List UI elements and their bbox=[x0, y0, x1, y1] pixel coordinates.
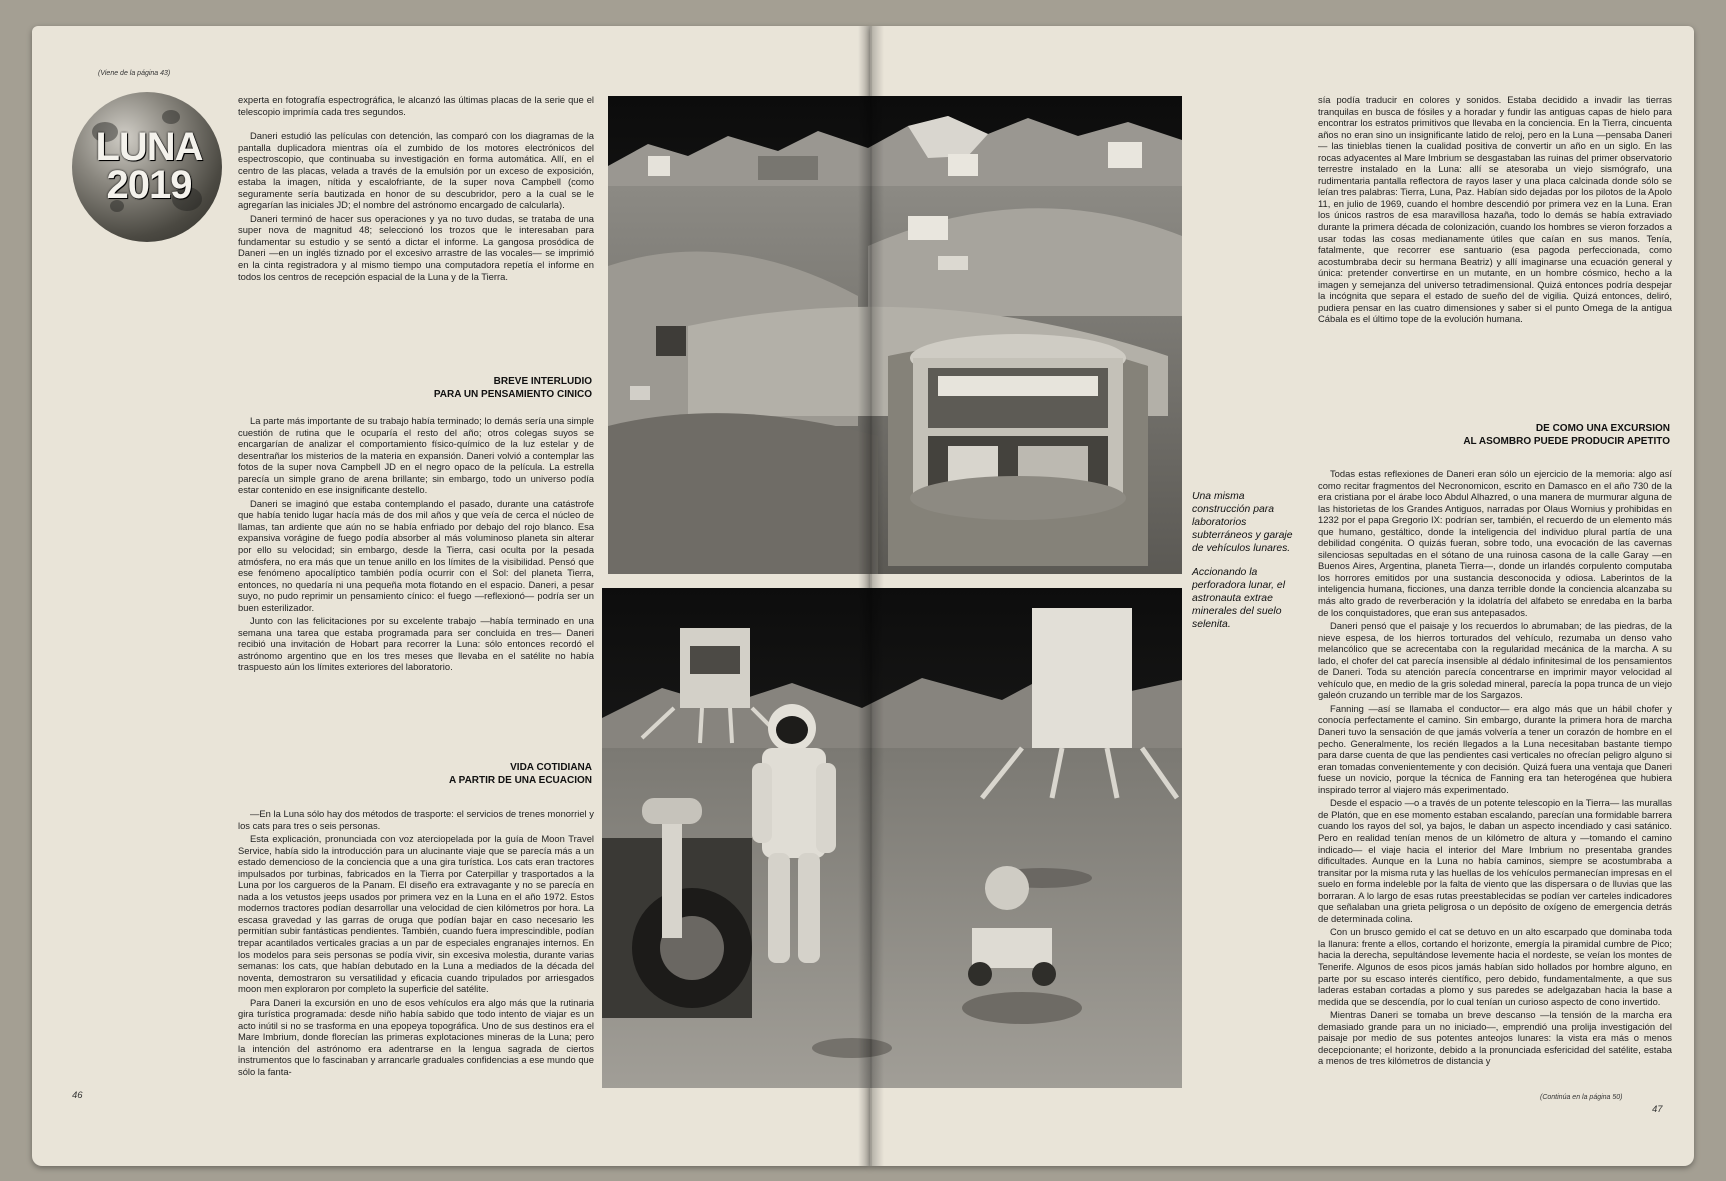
caption-2: Accionando la perforadora lunar, el astronauta extrae minerales del suelo selenita. bbox=[1192, 567, 1285, 630]
heading-line: AL ASOMBRO PUEDE PRODUCIR APETITO bbox=[1463, 436, 1670, 447]
astronaut-drilling-drawing bbox=[602, 588, 1182, 1088]
paragraph: Daneri estudió las películas con detención, las comparó con los diagramas de la pantalla duplicadora mientras oía el zumbido de los motores electrónicos del espectroscopio, que continuaba su investigación en forma automática. Allí, en el centro de las placas, velada a través de la emulsión por un exceso de exposición, estaba la imagen, nítida y escalofriante, de la super nova Campbell (como seguramente sería bautizada en honor de su descubridor, pero a la cual se le agregarían las iniciales JD; el nombre del astrónomo encargado de calcularla). bbox=[238, 130, 594, 211]
paragraph: experta en fotografía espectrográfica, le alcanzó las últimas placas de la serie que el telescopio imprimía cada tres segundos. bbox=[238, 94, 594, 117]
paragraph: Daneri terminó de hacer sus operaciones y ya no tuvo dudas, se trataba de una super nova de magnitud 48; seleccionó los trozos que le interesaban para fundamentar su estudio y se sentó a dictar el informe. La gangosa prosódica de Daneri —en un inglés tiznado por el excesivo arrastre de las vocales— se imprimió en la cinta registradora y al mismo tiempo una computadora repetía el informe en todos los centros de recepción espacial de la Luna y de la Tierra. bbox=[238, 212, 594, 282]
paragraph: Fanning —así se llamaba el conductor— era algo más que un hábil chofer y conocía perfectamente el camino. Sin embargo, durante la primera hora de marcha Daneri tuvo la sensación de que jamás volvería a tener un corazón de hombre en el pecho. Generalmente, los recién llegados a la Luna necesitaban bastante tiempo para darse cuenta de que las pendientes casi verticales no ofrecían peligro alguno si eran tomadas convenientemente y con decisión. Quizá fuera una ventaja que Daneri fuese un novicio, porque la técnica de Fanning era tan heterogénea que hubiera inspirado terror al viajero más experimentado. bbox=[1318, 702, 1672, 795]
left-intro-column bbox=[238, 94, 594, 119]
left-intro-continued bbox=[238, 130, 594, 284]
paragraph: —En la Luna sólo hay dos métodos de trasporte: el servicios de trenes monorriel y los cats para tres o seis personas. bbox=[238, 808, 594, 831]
paragraph: Esta explicación, pronunciada con voz aterciopelada por la guía de Moon Travel Service, había sido la introducción para un alucinante viaje que se parecía más a un estado demencioso de la conciencia que a una gira turística. Los cats eran tractores impulsados por turbinas, fabricados en la Tierra por Caterpillar y trasportados a la Luna por los cargueros de la Panam. El diseño era extravagante y no se parecía en nada a los vetustos jeeps usados por primera vez en la Luna en el año 1972. Estos modernos tractores podían desarrollar una velocidad de cien kilómetros por hora. La escasa gravedad y las garras de oruga que podían bajar en caso necesario les permitían subir fantásticas pendientes. También, cuando fuera imprescindible, podían trepar acantilados verticales gracias a un par de especiales engranajes internos. En los modelos para seis personas se podía vivir, sin excesiva molestia, durante varias semanas: los cats, que habían debutado en la Luna a mediados de la década del noventa, demostraron su versatilidad y eficacia cuando tripulados por arriesgados moon men exploraron por completo la superficie del satélite. bbox=[238, 833, 594, 995]
heading-line: VIDA COTIDIANA bbox=[510, 762, 592, 773]
heading-line: BREVE INTERLUDIO bbox=[493, 376, 592, 387]
continued-on-note: (Continúa en la página 50) bbox=[1540, 1094, 1623, 1101]
paragraph: La parte más importante de su trabajo había terminado; lo demás sería una simple cuestión de rutina que le ocuparía el resto del año; otros colegas suyos se encargarían de analizar el comportamiento físico-químico de la luz estelar y de desentrañar los misterios de la materia en expansión. Daneri volvió a contemplar las fotos de la super nova Campbell JD en el negro opaco de la película. La estrella parecía un simple grano de arena brillante; sin embargo, todo un universo podía estar contenido en ese insignificante destello. bbox=[238, 415, 594, 496]
continued-from-note: (Viene de la página 43) bbox=[98, 70, 171, 77]
heading-excursion bbox=[1420, 422, 1670, 448]
page-number-right: 47 bbox=[1652, 1104, 1663, 1115]
paragraph: Todas estas reflexiones de Daneri eran sólo un ejercicio de la memoria: algo así como recitar fragmentos del Necronomicon, escrito en Damasco en el año 730 de la era cristiana por el árabe loco Abdul Alhazred, o una manera de murmurar alguna de las historietas de los Grandes Antiguos, narradas por Olaus Wornius y prohibidas en 1232 por el papa Gregorio IX: podrían ser, también, el recuerdo de un elemento más que humano, gestáltico, donde la inteligencia del individuo plural partía de una debilidad congénita. O quizás fueran, sobre todo, una evocación de las cavernas silenciosas sepultadas en el sótano de una ruinosa casona de la calle Garay —en Buenos Aires, Argentina, planeta Tierra—, donde un irlandés corpulento computaba los horrores emitidos por una sustancia desconocida y odiosa. Laberintos de la inteligencia humana, ficciones, una danza terrible donde la conciencia alcanzaba su más alto grado de reverberación y la idolatría del alfabeto se enredaba en la barba de los conquistadores, que eran sus antepasados. bbox=[1318, 468, 1672, 618]
illustration-astronaut-drilling bbox=[602, 588, 1182, 1088]
left-section-2 bbox=[238, 808, 594, 1080]
paragraph: Junto con las felicitaciones por su excelente trabajo —había terminado en una semana una tarea que estaba programada para ser concluida en tres— Daneri recibió una invitación de Hobart para recorrer la Luna: sólo entonces recordó el astrónomo argentino que en los tres meses que llevaba en el satélite no había traspuesto aún los límites exteriores del laboratorio. bbox=[238, 615, 594, 673]
paragraph: Daneri pensó que el paisaje y los recuerdos lo abrumaban; de las piedras, de la nieve espesa, de los hierros torturados del vehículo, rezumaba un denso vaho melancólico que se acrecentaba con la regularidad mecánica de la marcha. A su lado, el chofer del cat parecía insensible al dédalo infinitesimal de los pensamientos de Daneri. Toda su atención parecía concentrarse en imprimir mayor velocidad al vehículo que, en medio de la gris soledad mineral, parecía la popa trunca de un viejo galeón cruzando un terrible mar de los Sargazos. bbox=[1318, 620, 1672, 701]
paragraph: Desde el espacio —o a través de un potente telescopio en la Tierra— las murallas de Platón, que en ese momento estaban escalando, parecían una formidable barrera cuando los rayos del sol, ya bajos, le daban un aspecto incendiado y casi satánico. Pero en realidad tenían menos de un kilómetro de altura y —tomando el camino indicado— el viaje hacia el interior del Mare Imbrium no presentaba grandes dificultades. Aunque en la Luna no había caminos, siempre se acostumbraba a transitar por la misma ruta y las huellas de los vehículos permanecían impresas en el suelo en forma indeleble por la falta de viento que las dispersara o de lluvias que las borraran. A lo largo de esas rutas preestablecidas se podían ver carteles indicadores que señalaban una grieta peligrosa o un depósito de oxígeno de emergencia detrás de determinada colina. bbox=[1318, 797, 1672, 924]
caption-1: Una misma construcción para laboratorios subterráneos y garaje de vehículos lunares. bbox=[1192, 491, 1293, 554]
page-number-left: 46 bbox=[72, 1090, 83, 1101]
paragraph: Mientras Daneri se tomaba un breve descanso —la tensión de la marcha era demasiado grande para un no iniciado—, emprendió una prolija investigación del paisaje por medio de sus potentes anteojos lunares: la vista era más o menos decepcionante; el horizonte, debido a la pronunciada esfericidad del satélite, estaba a menos de tres kilómetros de distancia y bbox=[1318, 1009, 1672, 1067]
left-section-1 bbox=[238, 415, 594, 675]
paragraph: Con un brusco gemido el cat se detuvo en un alto escarpado que dominaba toda la llanura: frente a ellos, cortando el horizonte, emergía la piramidal cumbre de Pico; hacia la derecha, sepultándose levemente hacia el nordeste, se veían los montes de Tenerife. Algunos de esos picos jamás habían sido hollados por hombre alguno, en parte por su escaso interés científico, pero debido, fundamentalmente, a que sus laderas estaban cortadas a plomo y sus paredes se adelgazaban hacia la base a medida que se descendía, por lo cual tenían un curioso aspecto de cono invertido. bbox=[1318, 926, 1672, 1007]
right-section-3 bbox=[1318, 468, 1672, 1069]
paragraph: Para Daneri la excursión en uno de esos vehículos era algo más que la rutinaria gira turística programada: desde niño había sabido que todo intento de viajar es un acto inútil si no se trasforma en una epopeya topográfica. Uno de sus destinos era el Mare Imbrium, donde florecían las primeras explotaciones mineras de la Luna; pero la intención del astrónomo era adentrarse en la lengua sagrada de ciertos instrumentos que lo fascinaban y arrancarle graduales confidencias a ese mundo que sólo la fanta- bbox=[238, 996, 594, 1078]
illustration-lunar-base bbox=[608, 96, 1182, 574]
paragraph: Daneri se imaginó que estaba contemplando el pasado, durante una catástrofe que había tenido lugar hacía más de dos mil años y que veía de cerca el núcleo de llamas, tan ardiente que aún no se había enfriado por debajo del rojo blanco. Esa expansiva vorágine de fuego podía absorber al más voluminoso planeta sin alterar por ello su velocidad; sin embargo, desde la Tierra, casi oculta por la pesada atmósfera, no era más que un tenue anillo en los límites de la visibilidad. Pensó que ese fenómeno apocalíptico también podía ocurrir con el Sol: del planeta Tierra, entonces, no quedaría ni una pequeña mota flotando en el espacio. Daneri, a pesar suyo, no pudo reprimir un pensamiento cínico: el fuego —reflexionó— podría ser un buen esterilizador. bbox=[238, 497, 594, 613]
illustration-caption bbox=[1192, 490, 1304, 642]
right-intro-column bbox=[1318, 94, 1672, 327]
lunar-base-drawing bbox=[608, 96, 1182, 574]
heading-line: PARA UN PENSAMIENTO CINICO bbox=[433, 389, 592, 400]
heading-line: DE COMO UNA EXCURSION bbox=[1535, 423, 1670, 434]
heading-breve-interludio bbox=[360, 375, 592, 401]
paragraph: sía podía traducir en colores y sonidos. Estaba decidido a invadir las tierras tranquilas en busca de fósiles y a horadar y fundir las antiguas capas de hielo para encontrar los estratos primitivos que llevaba en la conciencia. En la Tierra, cincuenta años no eran sino un insignificante latido de reloj, pero en la Luna —pensaba Daneri— las tinieblas tienen la cualidad positiva de convertir un año en un siglo. En las rocas adyacentes al Mare Imbrium se desgastaban las ruinas del primer observatorio terrestre instalado en la Luna: allí se atesoraba un viejo sismógrafo, una rudimentaria pantalla reflectora de rayos laser y una placa calcinada donde sólo se leían tres palabras: Tierra, Luna, Paz. Habían sido dejadas por los pilotos de la Apolo 11, en julio de 1969, cuando el hombre descendió por primera vez en la Luna. Eran los únicos rastros de esa maravillosa hazaña, todo lo demás se había extraviado durante la primera década de colonización, cuando los hombres se vieron forzados a usar todas las cosas medianamente útiles que caían en sus manos. Tenía, fatalmente, que recorrer ese santuario (esa pagoda perfeccionada, como acostumbraba decir su hermana Beatriz) y allí imaginarse una ecuación general y única: pretender convertirse en un mutante, en un hombre cósmico, hecho a la imagen y semejanza del universo tetradimensional. Quizá entonces podría despejar la incógnita que separa el estado de sueño del de vigilia. Quizá entonces, deliró, pudiera pensar en las cuatro dimensiones y saber si el punto Omega de la antigua Cábala es el último tope de la evolución humana. bbox=[1318, 94, 1672, 325]
heading-line: A PARTIR DE UNA ECUACION bbox=[449, 775, 592, 786]
heading-vida-cotidiana bbox=[360, 761, 592, 787]
logo-text: LUNA 2019 bbox=[95, 125, 203, 207]
